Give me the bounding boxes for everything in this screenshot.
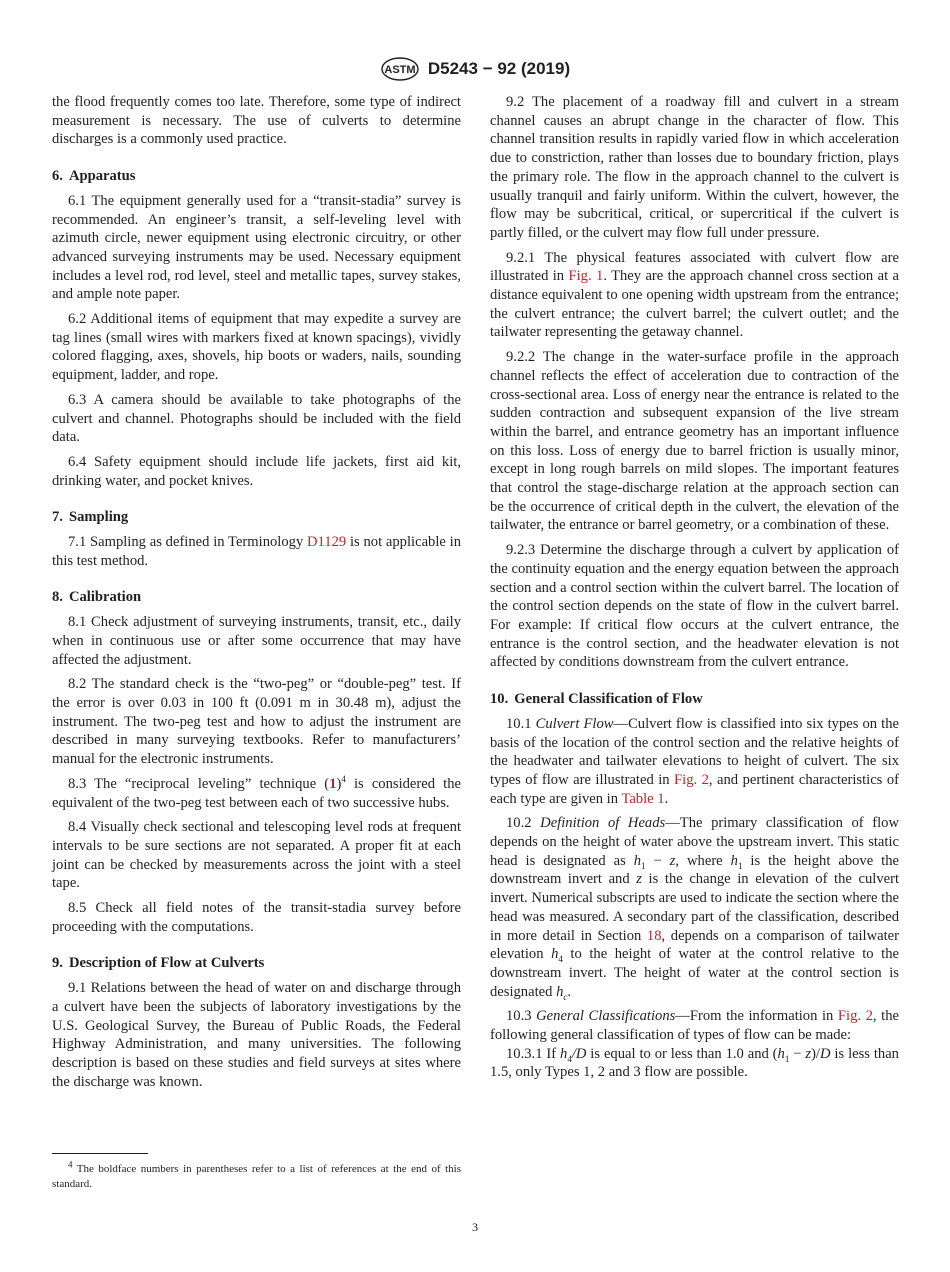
left-column [52,93,461,1097]
paragraph-10-2: 10.2 Definition of Heads—The primary classification of flow depends on the height of water above the upstream invert. This static head is designated as $h_1 - z$, where $h_1$ is the height above the downstream invert and z is the change in elevation of the culvert invert. Numerical subscripts are used to indicate the section where the head was measured. A secondary part of the classification, described in more detail in Section 18, depends on a comparison of tailwater elevation $h_4$ to the height of water at the control relative to the downstream invert. The height of water at the control section is designated $h_c$. [490,815,900,1002]
paragraph-10-1: 10.1 Culvert Flow—Culvert flow is classified into six types on the basis of the location of the control section and the relative heights of the headwater and tailwater elevations to height of culvert. The six types of flow are illustrated in Fig. 2, and pertinent characteristics of each type are given in Table 1. [490,715,899,807]
astm-logo-icon [380,56,420,82]
section-8-heading: 8. Calibration [52,589,142,606]
link-d1129[interactable]: D1129 [307,534,347,551]
paragraph-8-1: 8.1 Check adjustment of surveying instruments, transit, etc., daily when in continuous use or after some occurrence that may have affected the adjustment. [52,614,461,668]
reference-link-1[interactable]: 1 [329,775,337,792]
section-7-heading: 7. Sampling [52,509,129,526]
paragraph-8-3: 8.3 The “reciprocal leveling” technique $(1)^4$ is considered the equivalent of the two-peg test between each of two successive hubs. [52,773,461,811]
paragraph-9-2-2: 9.2.2 The change in the water-surface profile in the approach channel reflects the effect of acceleration due to contraction of the cross-sectional area. Loss of energy near the entrance is related to the sudden contraction and subsequent expansion of the live stream within the barrel, and entrance geometry has an important influence on this loss. Loss of energy due to barrel friction is usually minor, except in long rough barrels on mild slopes. The important features that control the stage-discharge relation at the approach section can be the occurrence of critical depth in the culvert, the elevation of the tailwater, the entrance or barrel geometry, or a combination of these. [490,349,899,534]
paragraph-6-4: 6.4 Safety equipment should include life jackets, first aid kit, drinking water, and pocket knives. [52,453,461,489]
paragraph-10-3-1: 10.3.1 If $h_4/D$ is equal to or less than 1.0 and $(h_1 - z)/D$ is less than 1.5, only Types 1, 2 and 3 flow are possible. [490,1045,899,1081]
paragraph-6-3: 6.3 A camera should be available to take photographs of the culvert and channel. Photographs should be included with the field data. [52,391,461,446]
footnote-divider [52,1153,148,1154]
paragraph-6-1: 6.1 The equipment generally used for a “transit-stadia” survey is recommended. An engineer’s transit, a self-leveling level with azimuth circle, newer equipment using electronic circuitry, or other advanced surveying instruments may be used. Necessary equipment includes a level rod, rod level, steel and metallic tapes, survey stakes, and ample note paper. [52,192,461,303]
footnote-4: $^4$ The boldface numbers in parentheses refer to a list of references at the end of this standard. [52,1159,461,1190]
paragraph-8-2: 8.2 The standard check is the “two-peg” or “double-peg” test. If the error is over 0.03 in 100 ft (0.091 m in 30.48 m), adjust the instrument. The two-peg test and how to adjust the instrument are described in many surveying textbooks. Refer to manufacturers’ manual for the electronic instruments. [52,676,461,768]
link-table-1[interactable]: Table 1 [621,790,665,807]
paragraph-8-5: 8.5 Check all field notes of the transit-stadia survey before proceeding with the computations. [52,900,461,935]
document-designation: D5243 − 92 (2019) [427,59,571,78]
link-fig-2[interactable]: Fig. 2 [674,771,709,788]
right-column [490,93,899,1088]
section-10-heading: 10. General Classification of Flow [490,691,703,708]
link-fig-2b[interactable]: Fig. 2 [837,1008,873,1025]
paragraph-10-3: 10.3 General Classifications—From the information in Fig. 2, the following general classification of types of flow can be made: [490,1008,899,1044]
paragraph-9-2-3: 9.2.3 Determine the discharge through a culvert by application of the continuity equation and the energy equation between the approach section and a control section within the culvert barrel. The location of the control section depends on the state of flow in the culvert barrel. For example: If critical flow occurs at the culvert entrance, the entrance is the control section, and the headwater elevation is not affected by conditions downstream from the culvert entrance. [490,542,899,671]
section-6-heading: 6. Apparatus [52,168,136,185]
paragraph-9-2-1: 9.2.1 The physical features associated with culvert flow are illustrated in Fig. 1. They are the approach channel cross section at a distance equivalent to one opening width upstream from the entrance; the culvert entrance; the culvert barrel; the culvert outlet; and the tailwater representing the getaway channel. [490,249,900,341]
link-section-18[interactable]: 18 [646,927,662,944]
paragraph-7-1: 7.1 Sampling as defined in Terminology D1129 is not applicable in this test method. [52,534,461,569]
footnote-marker: 4 [341,773,346,784]
paragraph-9-2: 9.2 The placement of a roadway fill and culvert in a stream channel causes an abrupt change in the character of flow. This channel transition results in rapidly varied flow in which acceleration due to constriction, rather than losses due to boundary friction, plays the primary role. The flow in the approach channel to the culvert is usually tranquil and fairly uniform. Within the culvert, however, the flow may be subcritical, critical, or supercritical if the culvert is partly filled, or the culvert may flow full under pressure. [490,94,899,241]
page-number: 3 [472,1220,478,1234]
paragraph-6-2: 6.2 Additional items of equipment that may expedite a survey are tag lines (small wires with markers fixed at known spacings), vividly colored flagging, axes, shovels, hip boots or waders, nails, sounding equipment, ladder, and rope. [52,311,461,384]
svg-text:ASTM: ASTM [384,64,416,76]
intro-paragraph: the flood frequently comes too late. Therefore, some type of indirect measurement is necessary. The use of culverts to determine discharges is a commonly used practice. [52,94,461,148]
paragraph-8-4: 8.4 Visually check sectional and telescoping level rods at frequent intervals to be sure sections are not separated. A proper fit at each joint can be checked by measurements across the joint with a steel tape. [52,819,461,892]
section-9-heading: 9. Description of Flow at Culverts [52,955,265,972]
link-fig-1[interactable]: Fig. 1 [568,268,604,285]
page-header [0,56,950,82]
paragraph-9-1: 9.1 Relations between the head of water on and discharge through a culvert have been the subjects of laboratory investigations by the U.S. Geological Survey, the Bureau of Public Roads, the Federal Highway Administration, and many universities. The following description is based on these studies and field surveys at sites where the discharge was known. [52,980,461,1090]
